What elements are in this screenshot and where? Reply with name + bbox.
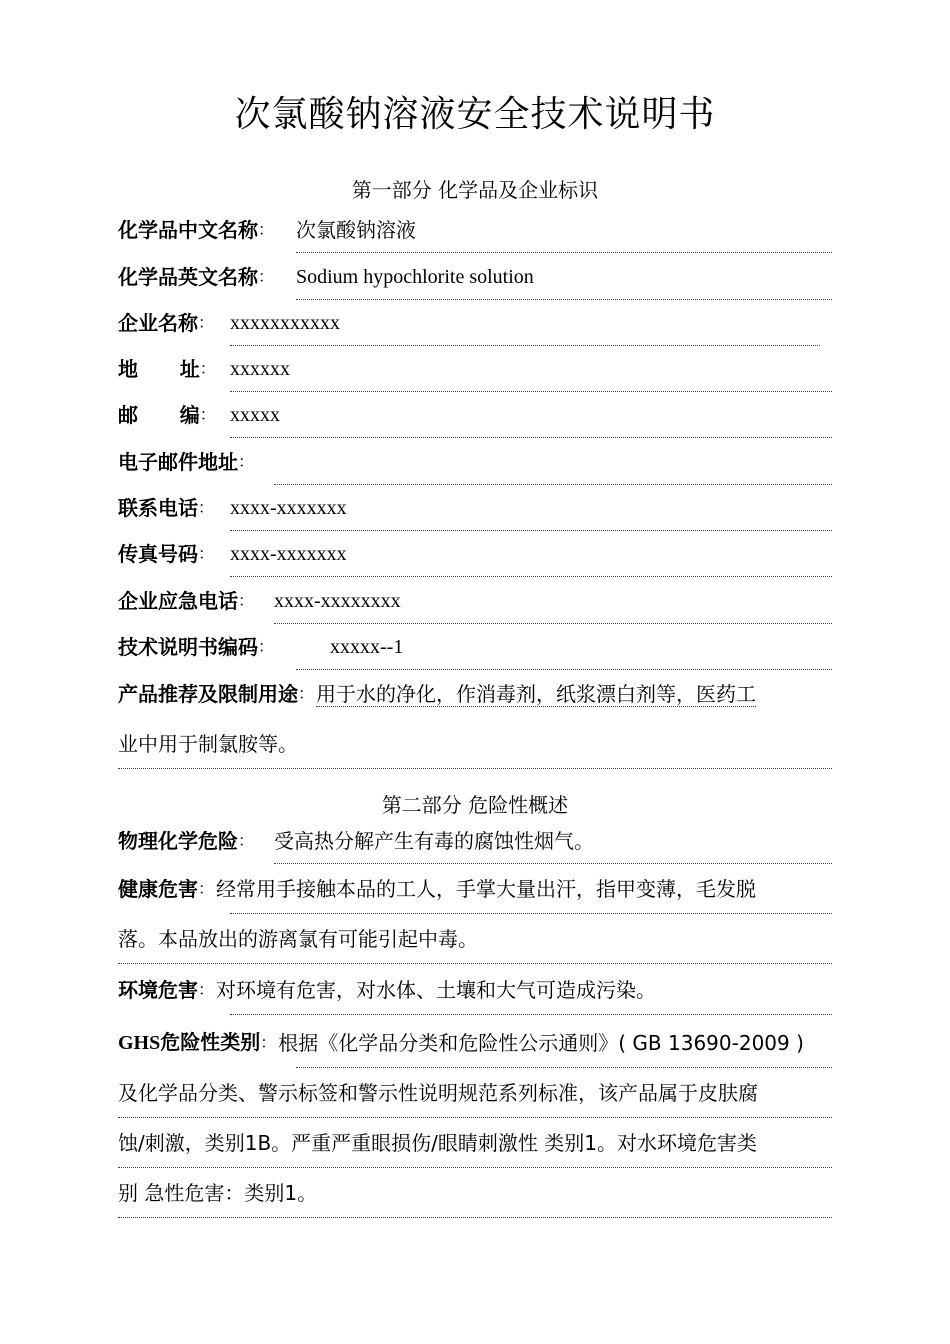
field-value: 次氯酸钠溶液 — [296, 218, 416, 242]
field-value: xxxxx — [230, 404, 280, 426]
field-value: 别 急性危害：类别1。 — [118, 1181, 318, 1205]
field-separator: ： — [260, 1033, 277, 1052]
health-line-1 — [118, 864, 832, 914]
field-value: xxxxxx — [230, 358, 290, 380]
field-separator: ： — [238, 452, 255, 471]
field-value: 及化学品分类、警示标签和警示性说明规范系列标准，该产品属于皮肤腐 — [118, 1081, 758, 1105]
field-label: 环境危害 — [118, 978, 198, 1002]
field-value: 用于水的净化，作消毒剂，纸浆漂白剂等，医药工 — [316, 682, 757, 706]
ghs-line-1 — [118, 1018, 832, 1068]
field-value: xxxx-xxxxxxx — [230, 543, 347, 565]
field-health-hazard — [118, 864, 832, 964]
field-separator: ： — [198, 980, 215, 999]
field-value-line — [274, 826, 832, 864]
field-separator: ： — [238, 831, 255, 850]
field-label: 企业应急电话 — [118, 589, 238, 613]
health-line-2 — [118, 914, 832, 964]
field-label: 邮 编 — [118, 403, 200, 427]
field-value: xxxxxxxxxxx — [230, 312, 340, 334]
field-value-line — [230, 539, 832, 577]
field-label: 电子邮件地址 — [118, 450, 238, 474]
field-value: Sodium hypochlorite solution — [296, 266, 534, 288]
field-separator: ： — [198, 544, 215, 563]
field-label: GHS危险性类别 — [118, 1032, 261, 1054]
field-separator: ： — [199, 359, 216, 378]
dotted-rule — [118, 1217, 832, 1218]
field-value: 落。本品放出的游离氯有可能引起中毒。 — [118, 927, 478, 951]
field-separator: ： — [298, 684, 315, 703]
field-separator: ： — [198, 879, 215, 898]
field-chinese-name — [118, 215, 832, 245]
section-1-heading: 第一部分 化学品及企业标识 — [351, 178, 599, 202]
ghs-line-2 — [118, 1068, 832, 1118]
field-postcode — [118, 400, 832, 430]
field-label: 产品推荐及限制用途 — [118, 682, 298, 706]
field-value-line — [230, 308, 820, 346]
field-recommended-use — [118, 669, 832, 769]
field-separator: ： — [258, 637, 275, 656]
ghs-line-4 — [118, 1168, 832, 1218]
field-value: 经常用手接触本品的工人，手掌大量出汗，指甲变薄，毛发脱 — [216, 877, 757, 901]
field-label: 企业名称 — [118, 311, 198, 335]
field-label: 地 址 — [118, 357, 200, 381]
ghs-line-3 — [118, 1118, 832, 1168]
field-label: 化学品中文名称 — [118, 218, 258, 242]
usage-line-1 — [118, 669, 832, 719]
field-company-name — [118, 308, 832, 338]
field-value-line — [296, 215, 832, 253]
field-value-line — [274, 586, 832, 624]
field-value: 蚀/刺激，类别1B。严重严重眼损伤/眼睛刺激性 类别1。对水环境危害类 — [118, 1131, 758, 1155]
field-value: 业中用于制氯胺等。 — [118, 732, 298, 756]
field-value: xxxxx--1 — [330, 636, 404, 658]
field-label: 技术说明书编码 — [118, 635, 258, 659]
field-label: 化学品英文名称 — [118, 265, 258, 289]
field-label: 物理化学危险 — [118, 829, 238, 853]
field-separator: ： — [198, 498, 215, 517]
field-separator: ： — [198, 313, 215, 332]
field-value-line — [230, 354, 832, 392]
field-label: 联系电话 — [118, 496, 198, 520]
environment-line — [118, 965, 832, 1015]
field-value-line — [230, 400, 832, 438]
field-ghs-category — [118, 1018, 832, 1218]
field-value: xxxx-xxxxxxxx — [274, 590, 401, 612]
dotted-rule — [118, 768, 832, 769]
field-english-name — [118, 262, 832, 292]
field-separator: ： — [258, 267, 275, 286]
field-address — [118, 354, 832, 384]
document-title: 次氯酸钠溶液安全技术说明书 — [234, 94, 716, 135]
field-value: 根据《化学品分类和危险性公示通则》( GB 13690-2009 ) — [278, 1031, 804, 1055]
field-email — [118, 447, 832, 477]
dotted-rule — [118, 963, 832, 964]
field-label: 传真号码 — [118, 542, 198, 566]
field-value-line — [296, 262, 832, 300]
field-separator: ： — [258, 220, 275, 239]
field-physical-hazard — [118, 826, 832, 856]
field-value-line — [274, 447, 832, 485]
field-separator: ： — [199, 405, 216, 424]
usage-line-2 — [118, 719, 832, 769]
field-phone — [118, 493, 832, 523]
section-2-heading: 第二部分 危险性概述 — [381, 793, 569, 817]
field-value: 对环境有危害，对水体、土壤和大气可造成污染。 — [216, 978, 657, 1002]
field-value: 受高热分解产生有毒的腐蚀性烟气。 — [274, 829, 594, 853]
field-document-code — [118, 632, 832, 662]
field-value-line — [230, 493, 832, 531]
field-separator: ： — [238, 591, 255, 610]
field-value: xxxx-xxxxxxx — [230, 497, 347, 519]
dotted-rule — [230, 1014, 832, 1015]
field-environmental-hazard — [118, 965, 832, 1015]
field-fax — [118, 539, 832, 569]
field-value-line — [296, 632, 832, 670]
field-label: 健康危害 — [118, 877, 198, 901]
field-emergency-phone — [118, 586, 832, 616]
